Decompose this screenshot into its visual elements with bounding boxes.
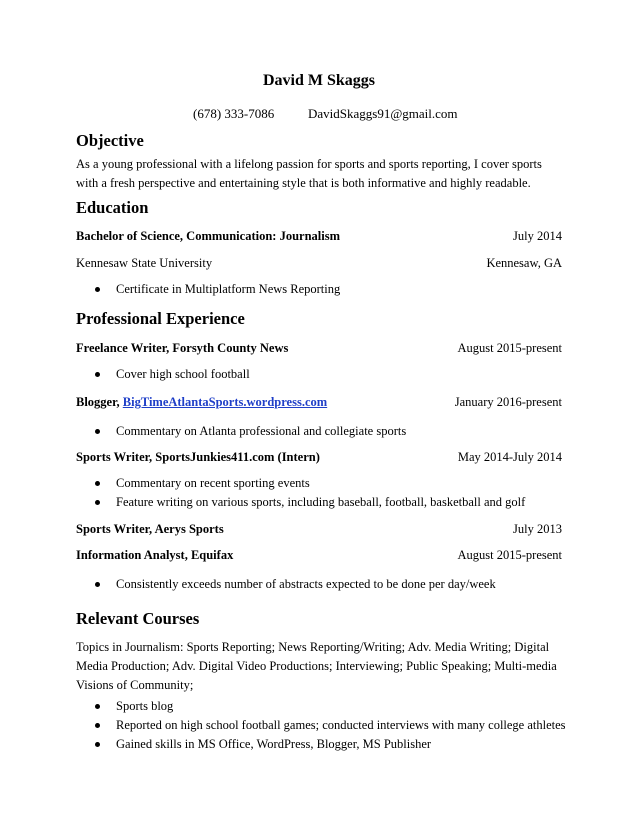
bullet-icon (95, 582, 100, 587)
list-item (95, 367, 250, 382)
job-title (76, 395, 327, 410)
list-item-text: Commentary on recent sporting events (116, 476, 310, 490)
list-item (95, 476, 310, 491)
job-row (76, 548, 562, 563)
list-item (95, 495, 525, 510)
blog-link[interactable]: BigTimeAtlantaSports.wordpress.com (122, 395, 328, 409)
job-title-prefix: Blogger, (76, 395, 123, 409)
bullet-icon (95, 723, 100, 728)
bullet-icon (95, 372, 100, 377)
bullet-icon (95, 287, 100, 292)
job-row (76, 522, 562, 537)
list-item (95, 282, 340, 297)
bullet-icon (95, 704, 100, 709)
school-location: Kennesaw, GA (486, 256, 562, 270)
objective-line-1: As a young professional with a lifelong passion for sports and sports reporting, I cover sports (76, 157, 542, 171)
list-item-text: Feature writing on various sports, including baseball, football, basketball and golf (116, 495, 526, 509)
job-title: Sports Writer, SportsJunkies411.com (Intern) (76, 450, 320, 464)
list-item-text: Gained skills in MS Office, WordPress, Blogger, MS Publisher (116, 737, 432, 751)
candidate-name: David M Skaggs (262, 72, 376, 89)
list-item-text: Consistently exceeds number of abstracts expected to be done per day/week (116, 577, 496, 591)
bullet-icon (95, 500, 100, 505)
courses-line-3: Visions of Community; (76, 678, 194, 692)
courses-line-2: Media Production; Adv. Digital Video Productions; Interviewing; Public Speaking; Multi-media (76, 659, 557, 673)
email-address: DavidSkaggs91@gmail.com (308, 106, 458, 121)
degree-title: Bachelor of Science, Communication: Journalism (76, 229, 340, 243)
bullet-icon (95, 481, 100, 486)
job-row (76, 450, 562, 465)
education-heading: Education (76, 198, 149, 217)
bullet-icon (95, 742, 100, 747)
job-title: Information Analyst, Equifax (76, 548, 234, 562)
list-item-text: Commentary on Atlanta professional and collegiate sports (116, 424, 407, 438)
list-item (95, 737, 431, 752)
list-item (95, 577, 496, 592)
courses-heading: Relevant Courses (76, 609, 200, 628)
education-degree-row (76, 229, 562, 244)
job-date: July 2013 (513, 522, 562, 536)
job-date: January 2016-present (454, 395, 562, 409)
job-date: August 2015-present (457, 548, 562, 562)
list-item (95, 718, 566, 733)
objective-heading: Objective (76, 131, 144, 150)
job-date: August 2015-present (457, 341, 562, 355)
experience-heading: Professional Experience (76, 309, 245, 328)
school-name: Kennesaw State University (76, 256, 213, 270)
list-item-text: Cover high school football (116, 367, 250, 381)
job-row (76, 395, 562, 410)
courses-line-1: Topics in Journalism: Sports Reporting; News Reporting/Writing; Adv. Media Writing; Digital (76, 640, 550, 654)
education-school-row (76, 256, 562, 271)
job-date: May 2014-July 2014 (457, 450, 562, 464)
job-title: Freelance Writer, Forsyth County News (76, 341, 289, 355)
phone-number: (678) 333-7086 (193, 106, 275, 121)
list-item-text: Certificate in Multiplatform News Reporting (116, 282, 341, 296)
job-title: Sports Writer, Aerys Sports (76, 522, 224, 536)
bullet-icon (95, 429, 100, 434)
objective-line-2: with a fresh perspective and entertaining style that is both informative and highly readable. (76, 176, 531, 190)
list-item-text: Sports blog (116, 699, 174, 713)
list-item (95, 424, 406, 439)
degree-date: July 2014 (513, 229, 562, 243)
list-item (95, 699, 173, 714)
job-row (76, 341, 562, 356)
list-item-text: Reported on high school football games; conducted interviews with many college athletes (116, 718, 566, 732)
